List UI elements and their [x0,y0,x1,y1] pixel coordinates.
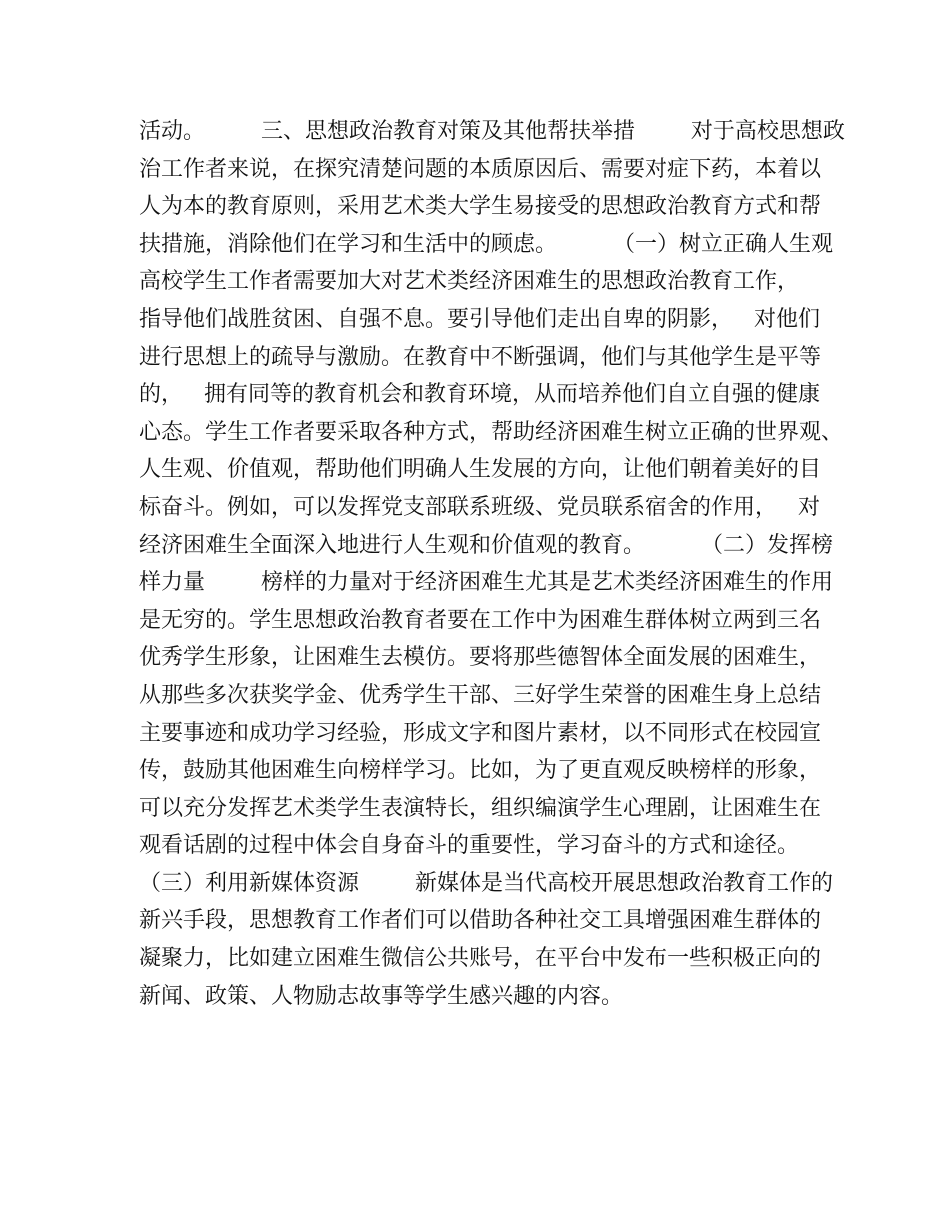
text-line: 心态。学生工作者要采取各种方式，帮助经济困难生树立正确的世界观、 [139,419,844,445]
text-line: 凝聚力，比如建立困难生微信公共账号，在平台中发布一些积极正向的 [139,946,822,972]
text-line: 新闻、政策、人物励志故事等学生感兴趣的内容。 [139,983,624,1009]
text-line: 经济困难生全面深入地进行人生观和价值观的教育。 （二）发挥榜 [139,532,833,558]
text-line: 治工作者来说，在探究清楚问题的本质原因后、需要对症下药，本着以 [139,156,822,182]
text-line: 的， 拥有同等的教育机会和教育环境，从而培养他们自立自强的健康 [139,382,820,408]
text-line: 是无穷的。学生思想政治教育者要在工作中为困难生群体树立两到三名 [139,607,822,633]
body-text [139,113,845,1015]
text-line: 指导他们战胜贫困、自强不息。要引导他们走出自卑的阴影， 对他们 [139,306,820,332]
text-line: 观看话剧的过程中体会自身奋斗的重要性，学习奋斗的方式和途径。 [139,833,800,859]
text-line: 从那些多次获奖学金、优秀学生干部、三好学生荣誉的困难生身上总结 [139,682,822,708]
text-line: 传，鼓励其他困难生向榜样学习。比如，为了更直观反映榜样的形象， [139,758,822,784]
text-line: （三）利用新媒体资源 新媒体是当代高校开展思想政治教育工作的 [139,870,833,896]
text-line: 人为本的教育原则，采用艺术类大学生易接受的思想政治教育方式和帮 [139,194,822,220]
text-line: 新兴手段，思想教育工作者们可以借助各种社交工具增强困难生群体的 [139,908,822,934]
text-line: 标奋斗。例如，可以发挥党支部联系班级、党员联系宿舍的作用， 对 [139,494,820,520]
text-line: 进行思想上的疏导与激励。在教育中不断强调，他们与其他学生是平等 [139,344,822,370]
text-line: 高校学生工作者需要加大对艺术类经济困难生的思想政治教育工作， [139,269,800,295]
text-line: 优秀学生形象，让困难生去模仿。要将那些德智体全面发展的困难生， [139,645,822,671]
text-line: 活动。 三、思想政治教育对策及其他帮扶举措 对于高校思想政 [139,119,845,144]
text-line: 可以充分发挥艺术类学生表演特长，组织编演学生心理剧，让困难生在 [139,795,822,821]
text-line: 扶措施，消除他们在学习和生活中的顾虑。 （一）树立正确人生观 [139,231,833,257]
text-line: 主要事迹和成功学习经验，形成文字和图片素材，以不同形式在校园宣 [139,720,822,746]
text-line: 样力量 榜样的力量对于经济困难生尤其是艺术类经济困难生的作用 [139,570,833,596]
text-line: 人生观、价值观，帮助他们明确人生发展的方向，让他们朝着美好的目 [139,457,822,483]
